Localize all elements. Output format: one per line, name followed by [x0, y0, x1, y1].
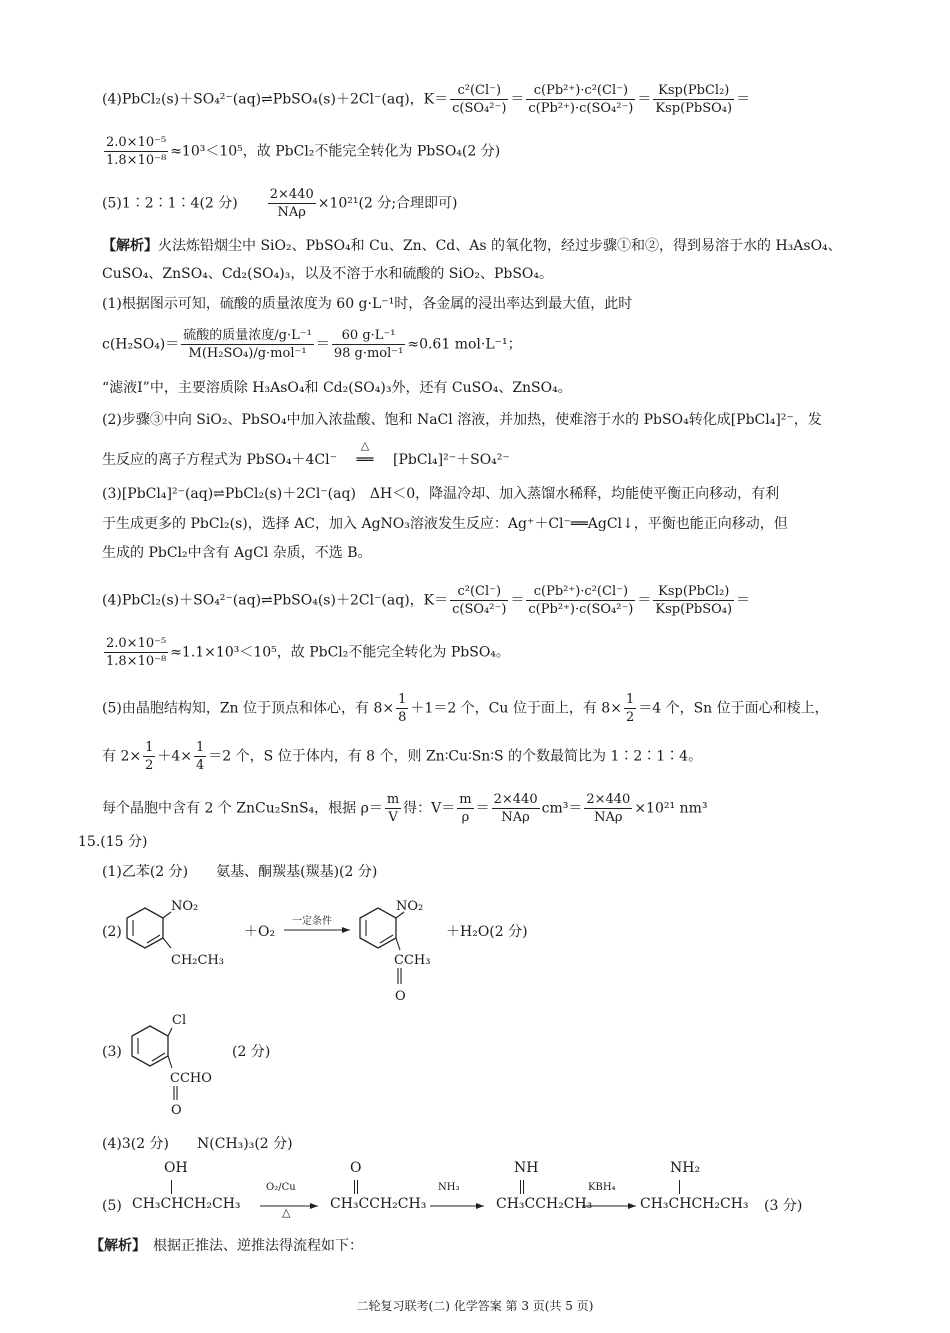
fraction: $\frac{2\times 440}{\text{NAρ}}$ [493, 792, 538, 825]
fraction: $\frac{\text{c²(Cl⁻)}}{\text{c(SO₄²⁻)}}$ [452, 584, 507, 617]
q15-a2-post: ＋H₂O(2 分) [446, 924, 528, 940]
analysis-p1: (1)根据图示可知，硫酸的质量浓度为 60 g·L⁻¹时，各金属的浸出率达到最大值，此时 [102, 296, 633, 312]
fraction: $\frac{1}{2}$ [625, 692, 635, 725]
analysis-tag: 【解析】 [90, 1238, 139, 1254]
svg-text:O: O [395, 989, 406, 1004]
svg-text:CCHO: CCHO [170, 1071, 212, 1086]
analysis-intro: 【解析】火法炼铅烟尘中 SiO₂、PbSO₄和 Cu、Zn、Cd、As 的氧化物，经过步骤①和②，得到易溶于水的 H₃AsO₄、 [102, 238, 842, 254]
fraction: $\frac{2\times 440}{\text{NAρ}}$ [269, 187, 314, 220]
reaction-arrow [282, 912, 354, 942]
svg-text:CCH₃: CCH₃ [394, 953, 431, 968]
svg-text:CH₂CH₃: CH₂CH₃ [171, 953, 224, 968]
analysis-p1-eq: c(H₂SO₄)＝ $\frac{\text{硫酸的质量浓度/g·L⁻¹}}{\text{M(H₂SO₄)/g·mol⁻¹}}$ ＝ $\frac{\text{60 g·L⁻¹}}{\text{98 g·mol⁻¹}}$ ≈0.61 mol·L⁻¹； [102, 328, 522, 361]
svg-text:O: O [171, 1103, 182, 1118]
svg-text:NO₂: NO₂ [396, 899, 424, 914]
fraction: $\frac{\text{c(Pb²⁺)·c²(Cl⁻)}}{\text{c(Pb²⁺)·c(SO₄²⁻)}}$ [528, 83, 634, 116]
q15-analysis: 【解析】 根据正推法、逆推法得流程如下： [90, 1238, 363, 1254]
analysis-p3c: 生成的 PbCl₂中含有 AgCl 杂质，不选 B。 [102, 545, 372, 561]
analysis-p3b: 于生成更多的 PbCl₂(s)，选择 AC，加入 AgNO₃溶液发生反应：Ag⁺＋Cl⁻══AgCl↓，平衡也能正向移动，但 [102, 516, 788, 532]
q15-a5-post: (3 分) [764, 1198, 803, 1214]
q5-answer-line: (5)1∶2∶1∶4(2 分) $\frac{2\times 440}{\text{NAρ}}$ ×10²¹(2 分;合理即可) [102, 187, 458, 220]
svg-text:Cl: Cl [172, 1013, 187, 1028]
q15-a3-post: (2 分) [232, 1044, 271, 1060]
q15-a3-structure [130, 1010, 240, 1126]
fraction: $\frac{2\times 440}{\text{NAρ}}$ [586, 792, 631, 825]
q15-a5-label: (5) [102, 1198, 122, 1214]
q15-a2-label: (2) [102, 924, 122, 940]
analysis-p4: (4)PbCl₂(s)＋SO₄²⁻(aq)⇌PbSO₄(s)＋2Cl⁻(aq)，K＝ $\frac{\text{c²(Cl⁻)}}{\text{c(SO₄²⁻)}}$ ＝ $\frac{\text{c(Pb²⁺)·c²(Cl⁻)}}{\text{c(Pb²⁺)·c(SO₄²⁻)}}$ ＝ $\frac{\text{Ksp(PbCl₂)}}{\text{Ksp(PbSO₄)}}$ ＝ [102, 584, 751, 617]
analysis-intro-2: CuSO₄、ZnSO₄、Cd₂(SO₄)₃，以及不溶于水和硫酸的 SiO₂、PbSO₄。 [102, 266, 554, 282]
fraction: $\frac{1}{4}$ [196, 740, 205, 773]
q4-answer-line: (4)PbCl₂(s)＋SO₄²⁻(aq)⇌PbSO₄(s)＋2Cl⁻(aq)，K＝ $\frac{\text{c²(Cl⁻)}}{\text{c(SO₄²⁻)}}$ ＝ $\frac{\text{c(Pb²⁺)·c²(Cl⁻)}}{\text{c(Pb²⁺)·c(SO₄²⁻)}}$ ＝ $\frac{\text{Ksp(PbCl₂)}}{\text{Ksp(PbSO₄)}}$ ＝ [102, 83, 751, 116]
analysis-p5a: (5)由晶胞结构知，Zn 位于顶点和体心，有 8× $\frac{1}{8}$ ＋1＝2 个，Cu 位于面上，有 8× $\frac{1}{2}$ ＝4 个，Sn 位于面心和棱上， [102, 692, 829, 725]
fraction: $\frac{m}{\rho}$ [459, 792, 472, 825]
q15-a4: (4)3(2 分) N(CH₃)₃(2 分) [102, 1136, 293, 1152]
arrow-kbh4: KBH₄ [580, 1182, 640, 1222]
q15-a1: (1)乙苯(2 分) 氨基、酮羰基(羰基)(2 分) [102, 864, 378, 880]
fraction: $\frac{\text{c²(Cl⁻)}}{\text{c(SO₄²⁻)}}$ [452, 83, 507, 116]
arrow-nh3: NH₃ [428, 1182, 488, 1222]
page-footer: 二轮复习联考(二) 化学答案 第 3 页(共 5 页) [356, 1299, 594, 1313]
analysis-p2b: 生反应的离子方程式为 PbSO₄＋4Cl⁻ △ ══ [PbCl₄]²⁻＋SO₄²⁻ [102, 439, 510, 468]
q4-answer-line-2: $\frac{\text{2.0×10⁻⁵}}{\text{1.8×10⁻⁸}}$ ≈10³＜10⁵，故 PbCl₂不能完全转化为 PbSO₄(2 分) [106, 135, 501, 168]
fraction: $\frac{1}{8}$ [398, 692, 407, 725]
analysis-p1b: “滤液Ⅰ”中，主要溶质除 H₃AsO₄和 Cd₂(SO₄)₃外，还有 CuSO₄、ZnSO₄。 [102, 380, 572, 396]
analysis-p5b: 有 2× $\frac{1}{2}$ ＋4× $\frac{1}{4}$ ＝2 个，S 位于体内，有 8 个，则 Zn∶Cu∶Sn∶S 的个数最简比为 1∶2∶1∶4。 [102, 740, 703, 773]
fraction: $\frac{\text{60 g·L⁻¹}}{\text{98 g·mol⁻¹}}$ [333, 328, 404, 361]
q15-a2-plus: ＋O₂ [244, 924, 276, 940]
analysis-p5c: 每个晶胞中含有 2 个 ZnCu₂SnS₄，根据 ρ＝ $\frac{m}{V}$ 得：V＝ $\frac{m}{\rho}$ ＝ $\frac{2\times 440}{\text{NAρ}}$ cm³＝ $\frac{2\times 440}{\text{NAρ}}$ ×10²¹ nm³ [102, 792, 708, 825]
fraction: $\frac{\text{2.0×10⁻⁵}}{\text{1.8×10⁻⁸}}$ [106, 636, 167, 669]
fraction: $\frac{\text{Ksp(PbCl₂)}}{\text{Ksp(PbSO₄)}}$ [655, 83, 733, 116]
fraction: $\frac{\text{Ksp(PbCl₂)}}{\text{Ksp(PbSO₄)}}$ [655, 584, 733, 617]
q15-header: 15.(15 分) [78, 834, 148, 850]
fraction: $\frac{m}{V}$ [386, 792, 400, 825]
analysis-p2a: (2)步骤③中向 SiO₂、PbSO₄中加入浓盐酸、饱和 NaCl 溶液，并加热，使难溶于水的 PbSO₄转化成[PbCl₄]²⁻，发 [102, 412, 822, 428]
fraction: $\frac{1}{2}$ [145, 740, 154, 773]
analysis-p3a: (3)[PbCl₄]²⁻(aq)⇌PbCl₂(s)＋2Cl⁻(aq) ΔH＜0，降温冷却、加入蒸馏水稀释，均能使平衡正向移动，有利 [102, 486, 780, 502]
analysis-p4-2: $\frac{\text{2.0×10⁻⁵}}{\text{1.8×10⁻⁸}}$ ≈1.1×10³＜10⁵，故 PbCl₂不能完全转化为 PbSO₄。 [106, 636, 510, 669]
svg-text:NO₂: NO₂ [171, 899, 199, 914]
reaction-condition: 一定条件 [292, 916, 332, 927]
arrow-o2-cu: O₂/Cu △ [258, 1182, 322, 1222]
fraction: $\frac{\text{硫酸的质量浓度/g·L⁻¹}}{\text{M(H₂SO₄)/g·mol⁻¹}}$ [183, 328, 312, 361]
reactant-structure [125, 892, 245, 978]
product-structure [358, 892, 468, 1014]
q15-a3-label: (3) [102, 1044, 122, 1060]
fraction: $\frac{\text{c(Pb²⁺)·c²(Cl⁻)}}{\text{c(Pb²⁺)·c(SO₄²⁻)}}$ [528, 584, 634, 617]
analysis-tag: 【解析】 [102, 238, 158, 254]
fraction: $\frac{\text{2.0×10⁻⁵}}{\text{1.8×10⁻⁸}}$ [106, 135, 167, 168]
